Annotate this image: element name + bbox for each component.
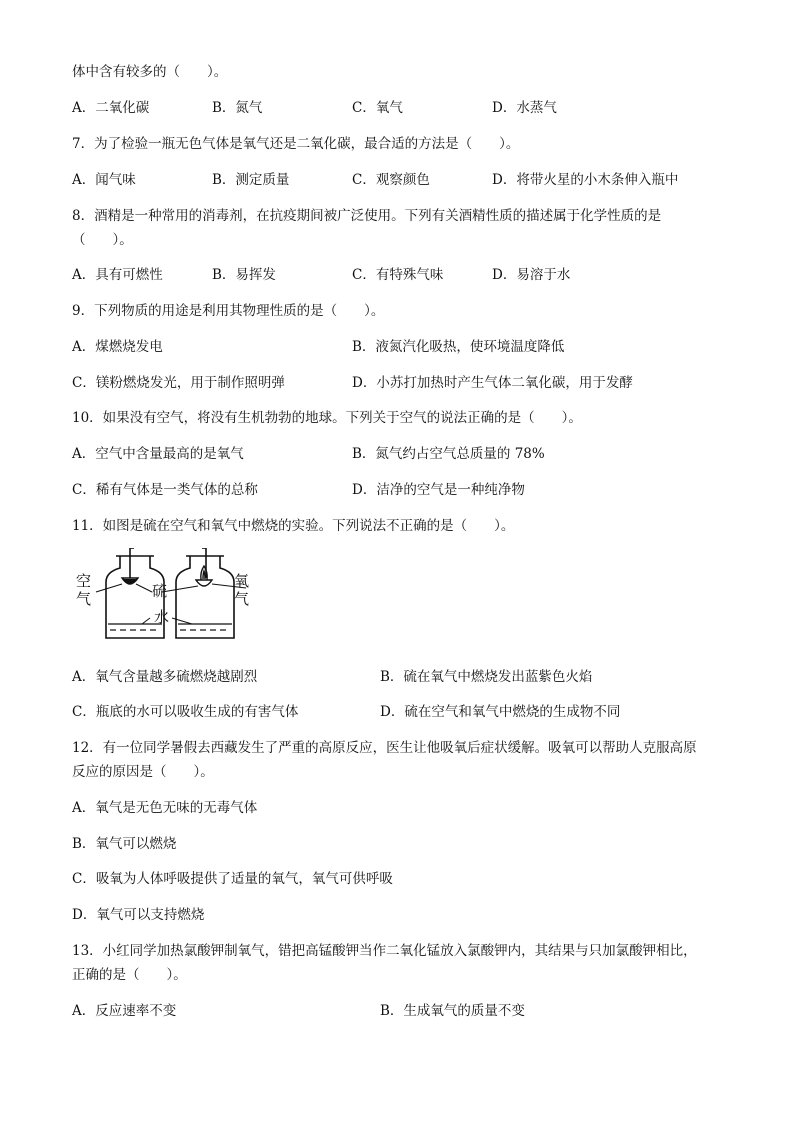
label-oxygen-2: 气 <box>234 590 250 608</box>
q8-option-d: D．易溶于水 <box>492 267 571 283</box>
q13-option-a: A．反应速率不变 <box>72 1003 177 1019</box>
q7-option-c: C．观察颜色 <box>352 172 430 188</box>
q10-option-b: B．氮气约占空气总质量的 78% <box>352 446 545 462</box>
q13-option-b: B．生成氧气的质量不变 <box>380 1003 525 1019</box>
q6-stem-continuation: 体中含有较多的（ ）。 <box>72 64 228 80</box>
q8-stem-line1: 8．酒精是一种常用的消毒剂，在抗疫期间被广泛使用。下列有关酒精性质的描述属于化学性质的是 <box>72 208 662 224</box>
q6-option-b: B．氮气 <box>212 100 263 116</box>
label-air-1: 空 <box>76 572 92 590</box>
q6-option-c: C．氧气 <box>352 100 403 116</box>
right-deflagrating-spoon <box>196 566 212 586</box>
q7-stem: 7．为了检验一瓶无色气体是氧气还是二氧化碳，最合适的方法是（ ）。 <box>72 136 520 152</box>
q12-stem-line1: 12．有一位同学暑假去西藏发生了严重的高原反应，医生让他吸氧后症状缓解。吸氧可以帮助人克服高原 <box>72 740 697 756</box>
right-water <box>178 624 232 630</box>
q9-option-c: C．镁粉燃烧发光，用于制作照明弹 <box>72 375 285 391</box>
q11-option-c: C．瓶底的水可以吸收生成的有害气体 <box>72 704 299 720</box>
q13-stem-line2: 正确的是（ ）。 <box>72 967 187 983</box>
q11-stem: 11．如图是硫在空气和氧气中燃烧的实验。下列说法不正确的是（ ）。 <box>72 518 515 534</box>
label-water: 水 <box>154 608 170 626</box>
q8-option-b: B．易挥发 <box>212 267 276 283</box>
left-deflagrating-spoon <box>122 578 138 584</box>
q12-option-b: B．氧气可以燃烧 <box>72 836 177 852</box>
q9-option-b: B．液氮汽化吸热，使环境温度降低 <box>352 339 565 355</box>
label-leader-lines <box>96 584 246 624</box>
q7-option-a: A．闻气味 <box>72 172 136 188</box>
q10-option-d: D．洁净的空气是一种纯净物 <box>352 482 525 498</box>
q10-stem: 10．如果没有空气，将没有生机勃勃的地球。下列关于空气的说法正确的是（ ）。 <box>72 410 582 426</box>
q7-option-b: B．测定质量 <box>212 172 290 188</box>
q12-option-d: D．氧气可以支持燃烧 <box>72 907 205 923</box>
q6-option-d: D．水蒸气 <box>492 100 557 116</box>
label-air-2: 气 <box>76 590 92 608</box>
q8-option-c: C．有特殊气味 <box>352 267 444 283</box>
q10-option-c: C．稀有气体是一类气体的总称 <box>72 482 258 498</box>
q11-option-d: D．硫在空气和氧气中燃烧的生成物不同 <box>380 704 621 720</box>
q13-stem-line1: 13．小红同学加热氯酸钾制氧气，错把高锰酸钾当作二氧化锰放入氯酸钾内，其结果与只加氯酸钾相比， <box>72 943 697 959</box>
q11-option-a: A．氧气含量越多硫燃烧越剧烈 <box>72 669 258 685</box>
q11-option-b: B．硫在氧气中燃烧发出蓝紫色火焰 <box>380 669 593 685</box>
label-sulfur: 硫 <box>152 582 168 600</box>
q9-stem: 9．下列物质的用途是利用其物理性质的是（ ）。 <box>72 303 385 319</box>
q12-option-c: C．吸氧为人体呼吸提供了适量的氧气，氧气可供呼吸 <box>72 871 393 887</box>
q7-option-d: D．将带火星的小木条伸入瓶中 <box>492 172 679 188</box>
q9-option-d: D．小苏打加热时产生气体二氧化碳，用于发酵 <box>352 375 633 391</box>
sulfur-combustion-figure <box>72 548 262 648</box>
q10-option-a: A．空气中含量最高的是氧气 <box>72 446 244 462</box>
q12-option-a: A．氧气是无色无味的无毒气体 <box>72 800 258 816</box>
q8-option-a: A．具有可燃性 <box>72 267 163 283</box>
label-oxygen-1: 氧 <box>234 572 250 590</box>
q9-option-a: A．煤燃烧发电 <box>72 339 163 355</box>
q6-option-a: A．二氧化碳 <box>72 100 150 116</box>
q12-stem-line2: 反应的原因是（ ）。 <box>72 764 214 780</box>
q8-stem-line2: （ ）。 <box>72 232 133 248</box>
